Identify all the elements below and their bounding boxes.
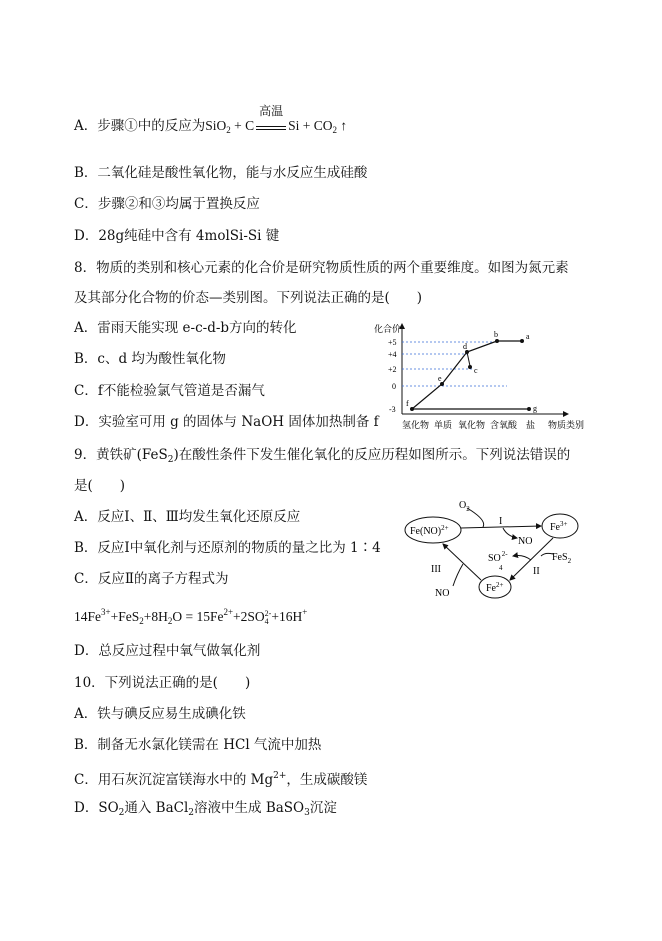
svg-text:II: II (533, 566, 540, 577)
q7-equation: SiO$_2$ + C 高温 $Si + CO_2$ ↑ (205, 104, 348, 135)
svg-text:NO: NO (435, 588, 450, 599)
ytick-zero: 0 (392, 382, 396, 391)
q9-stem-line1: 9．黄铁矿(FeS$_2$)在酸性条件下发生催化氧化的反应历程如图所示。下列说法错误的 (74, 447, 571, 465)
q7-option-a-text: A．步骤①中的反应为 (74, 118, 206, 134)
q8-option-d[interactable]: D．实验室可用 g 的固体与 NaOH 固体加热制备 f (74, 414, 379, 430)
ytick-plus2: +2 (388, 365, 397, 374)
q8-option-b[interactable]: B．c、d 均为酸性氧化物 (74, 351, 226, 367)
label-b: b (494, 330, 498, 339)
q9-option-d[interactable]: D．总反应过程中氧气做氧化剂 (74, 643, 261, 659)
q9-stem-line2: 是( ) (74, 478, 126, 494)
label-f: f (406, 399, 409, 408)
q7-option-b[interactable]: B．二氧化硅是酸性氧化物，能与水反应生成硅酸 (74, 165, 368, 181)
q8-stem-line2: 及其部分化合物的价态—类别图。下列说法正确的是( ) (74, 290, 423, 306)
q8-stem-line1: 8．物质的类别和核心元素的化合价是研究物质性质的两个重要维度。如图为氮元素 (74, 260, 569, 276)
q10-option-a[interactable]: A．铁与碘反应易生成碘化铁 (74, 706, 246, 722)
xcat-element: 单质 (434, 420, 453, 430)
q9-option-b[interactable]: B．反应Ⅰ中氧化剂与还原剂的物质的量之比为 1∶4 (74, 540, 381, 556)
xcat-hydride: 氢化物 (402, 420, 430, 430)
xcat-salt: 盐 (526, 420, 536, 430)
ytick-plus5: +5 (388, 338, 397, 347)
point-b (495, 339, 499, 343)
q9-ionic-equation: $14Fe^{3+}+FeS_2+8H_2O = 15Fe^{2+}+2SO$ 2- 4 +16H+ (74, 607, 308, 626)
reaction-condition-arrow: 高温 (256, 116, 286, 130)
catalytic-cycle-diagram (395, 494, 595, 606)
q8-option-c[interactable]: C．f不能检验氯气管道是否漏气 (74, 383, 265, 399)
svg-text:Fe3+: $Fe^{3+}$ (550, 520, 568, 533)
svg-text:III: III (431, 564, 441, 575)
svg-text:I: I (499, 516, 503, 527)
svg-text:Fe(NO)2+: Fe(NO)$^{2+}$ (410, 524, 449, 537)
point-c (468, 365, 472, 369)
q10-option-b[interactable]: B．制备无水氯化镁需在 HCl 气流中加热 (74, 737, 322, 753)
svg-text:O2: $O_2$ (459, 500, 470, 513)
svg-text:FeS2: FeS$_2$ (552, 552, 572, 565)
ytick-minus3: -3 (389, 405, 396, 414)
q7-option-a[interactable] (74, 104, 348, 140)
label-a: a (526, 332, 530, 341)
label-d: d (463, 342, 467, 351)
q9-option-a[interactable]: A．反应Ⅰ、Ⅱ、Ⅲ均发生氧化还原反应 (74, 509, 301, 525)
point-g (527, 407, 531, 411)
point-a (520, 339, 524, 343)
q9-option-c[interactable]: C．反应Ⅱ的离子方程式为 (74, 571, 229, 587)
chart-ylabel: 化合价 (374, 324, 402, 334)
q10-option-d[interactable]: D．$SO_2$通入 BaCl$_2$溶液中生成 BaSO$_3$沉淀 (74, 800, 337, 818)
q7-option-c[interactable]: C．步骤②和③均属于置换反应 (74, 196, 260, 212)
q10-stem: 10．下列说法正确的是( ) (74, 675, 251, 691)
svg-text:NO: NO (518, 536, 533, 547)
ytick-plus4: +4 (388, 350, 397, 359)
nitrogen-valence-chart (372, 318, 592, 434)
svg-text:4: 4 (499, 564, 503, 572)
xcat-oxide: 氧化物 (458, 420, 486, 430)
q8-option-a[interactable]: A．雷雨天能实现 e-c-d-b方向的转化 (74, 320, 297, 336)
label-c: c (474, 366, 478, 375)
xcat-axis-title: 物质类别 (548, 420, 585, 430)
svg-text:SO2-: $SO^{2-}$ (488, 550, 508, 564)
point-f (410, 407, 414, 411)
label-g: g (533, 404, 537, 413)
q10-option-c[interactable]: C．用石灰沉淀富镁海水中的 $Mg^{2+}$，生成碳酸镁 (74, 771, 368, 788)
q7-option-d[interactable]: D．28g纯硅中含有 4molSi-Si 键 (74, 228, 280, 244)
label-e: e (438, 374, 442, 383)
svg-text:Fe2+: $Fe^{2+}$ (486, 581, 504, 594)
xcat-oxyacid: 含氧酸 (490, 420, 518, 430)
